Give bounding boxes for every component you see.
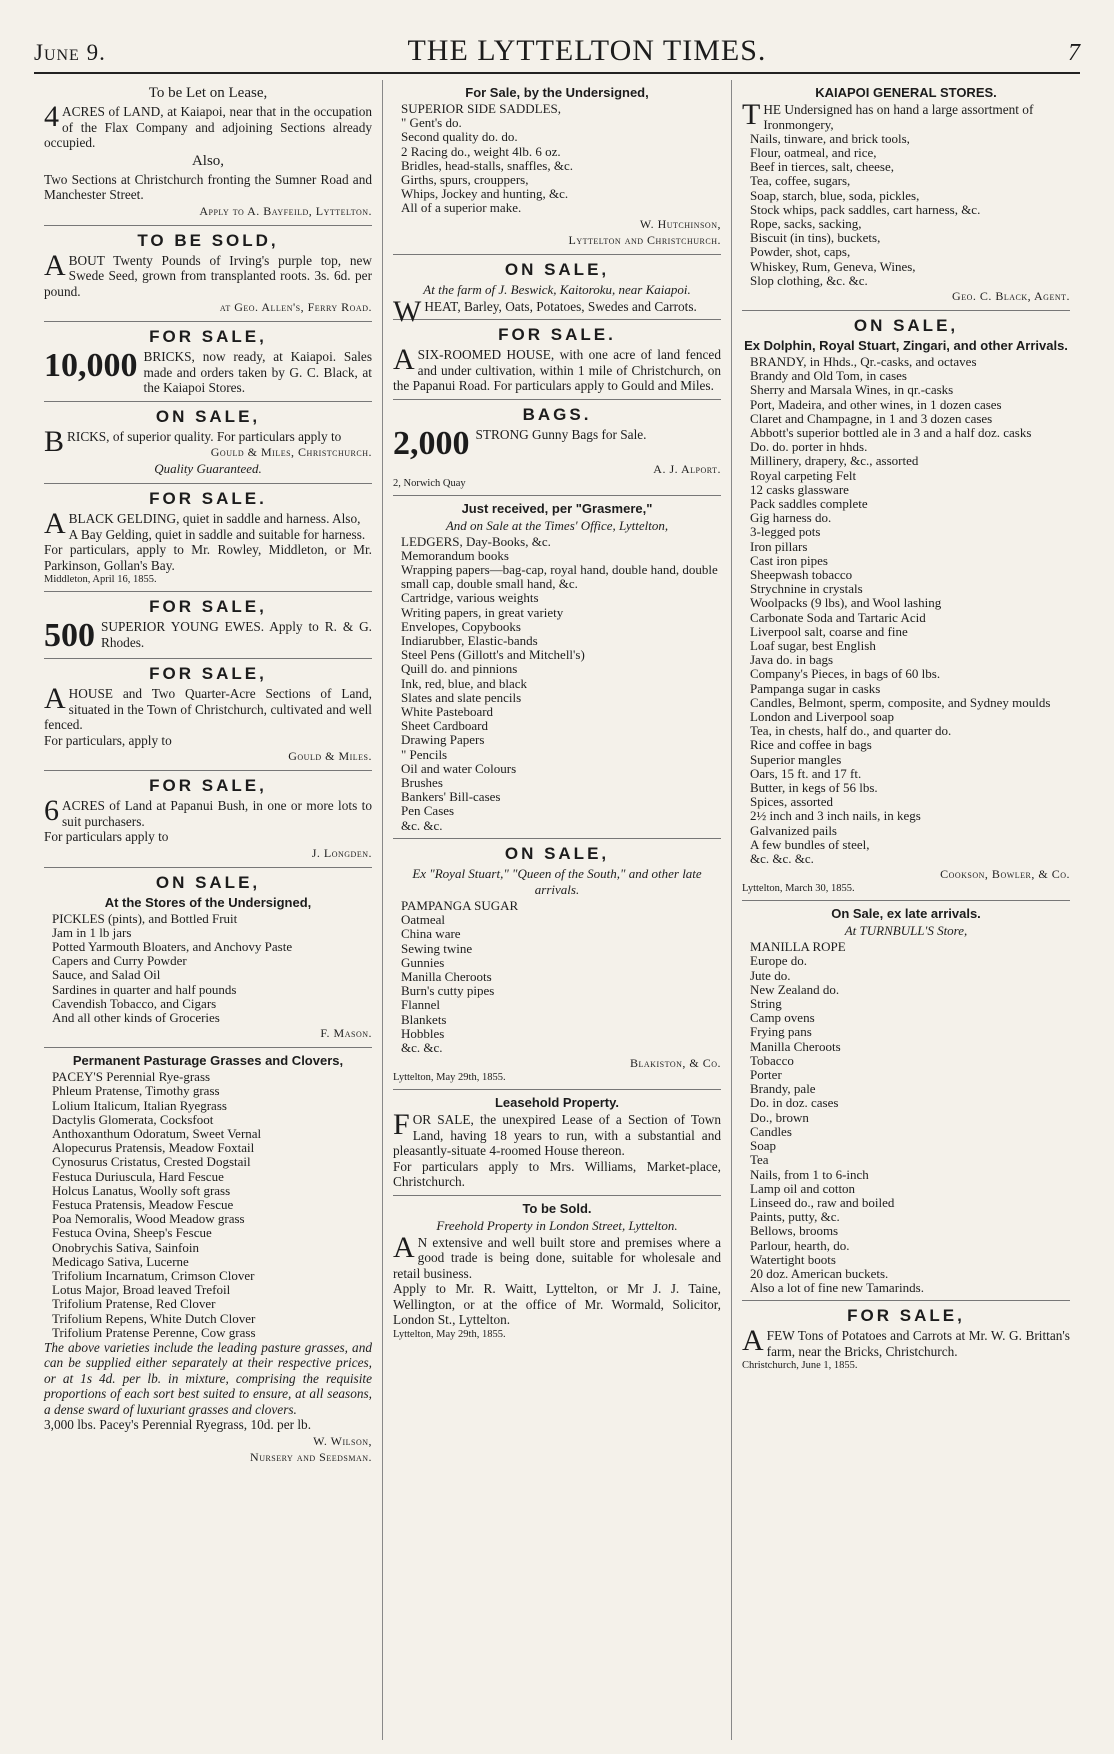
ad-signature: Lyttelton and Christchurch. [568, 232, 721, 247]
list-item: Java do. in bags [750, 652, 834, 668]
list-item: Brandy, pale [750, 1081, 816, 1097]
list-item: Porter [750, 1067, 782, 1083]
ad-heading: FOR SALE, [847, 1306, 965, 1326]
ad-body: WHEAT, Barley, Oats, Potatoes, Swedes and Carrots. [393, 294, 697, 328]
ad-signature: A. J. Alport. [653, 461, 721, 476]
ad-body: A Bay Gelding, quiet in saddle and suitable for harness. [68, 526, 366, 542]
list-item: Parlour, hearth, do. [750, 1237, 850, 1253]
ad-heading: On Sale, ex late arrivals. [831, 906, 981, 922]
list-item: Memorandum books [401, 547, 509, 563]
list-item: Dactylis Glomerata, Cocksfoot [52, 1111, 214, 1127]
ad-body: BRICKS, now ready, at Kaiapoi. Sales made and orders taken by G. C. Black, at the Kaiapoi Stores. [143, 349, 372, 395]
ad-grasmere [393, 496, 721, 839]
list-item: Jute do. [750, 967, 791, 983]
ad-heading: FOR SALE. [498, 325, 616, 345]
list-item: White Pasteboard [401, 704, 494, 720]
list-item: 12 casks glassware [750, 481, 849, 497]
list-item: MANILLA ROPE [750, 939, 846, 955]
list-item: Abbott's superior bottled ale in 3 and a half doz. casks [750, 424, 1032, 440]
ad-swede-seed [44, 226, 372, 323]
ad-signature: Nursery and Seedsman. [250, 1449, 372, 1464]
ad-subheading: And on Sale at the Times' Office, Lyttelton, [445, 517, 669, 533]
list-item: Envelopes, Copybooks [401, 618, 521, 634]
list-item: Brushes [401, 775, 443, 791]
list-item: Soap [750, 1138, 776, 1154]
ad-body: For particulars, apply to Mr. Rowley, Middleton, or Mr. Parkinson, Gollan's Bay. [44, 542, 372, 573]
list-item: Cast iron pipes [750, 552, 828, 568]
ad-subheading: Freehold Property in London Street, Lyttelton. [436, 1217, 678, 1233]
list-item: Poa Nemoralis, Wood Meadow grass [52, 1211, 245, 1227]
list-item: Burn's cutty pipes [401, 983, 495, 999]
list-item: Sheepwash tobacco [750, 566, 853, 582]
ad-heading: TO BE SOLD, [137, 230, 279, 250]
list-item: Sardines in quarter and half pounds [52, 981, 237, 997]
ad-body: ASIX-ROOMED HOUSE, with one acre of land fenced and under cultivation, within 1 mile of Christchurch, on the Papanui Road. For particulars apply to Gould and Miles. [393, 343, 721, 394]
ad-date: Middleton, April 16, 1855. [44, 574, 157, 585]
list-item: Hobbles [401, 1025, 445, 1041]
list-item: Tobacco [750, 1052, 794, 1068]
list-item: Ink, red, blue, and black [401, 675, 527, 691]
ad-gelding [44, 484, 372, 592]
list-item: &c. &c. [401, 817, 443, 833]
ad-signature: Geo. C. Black, Agent. [952, 288, 1070, 303]
list-item: Bridles, head-stalls, snaffles, &c. [401, 157, 573, 173]
ad-body: BRICKS, of superior quality. For particulars apply to [44, 424, 342, 458]
list-item: Lolium Italicum, Italian Ryegrass [52, 1097, 227, 1113]
list-item: Oars, 15 ft. and 17 ft. [750, 765, 862, 781]
issue-date: June 9. [34, 40, 106, 65]
list-item: Anthoxanthum Odoratum, Sweet Vernal [52, 1125, 262, 1141]
ad-heading: Leasehold Property. [494, 1095, 619, 1111]
list-item: Loaf sugar, best English [750, 638, 876, 653]
list-item: Second quality do. do. [401, 129, 518, 145]
list-item: Cavendish Tobacco, and Cigars [52, 995, 217, 1011]
list-item: Rope, sacks, sacking, [750, 215, 862, 231]
list-item: Carbonate Soda and Tartaric Acid [750, 609, 926, 625]
ad-potatoes [742, 1301, 1070, 1377]
ad-signature: W. Hutchinson, [639, 216, 721, 231]
ad-quantity: 2,000 [393, 424, 470, 462]
list-item: Liverpool salt, coarse and fine [750, 623, 908, 639]
ad-heading: To be Sold. [522, 1200, 592, 1216]
ad-heading: For Sale, by the Undersigned, [465, 85, 649, 100]
ad-body: 4ACRES of LAND, at Kaiapoi, near that in the occupation of the Flax Company and adjoining Sections already occupied. [44, 100, 372, 150]
ad-heading: FOR SALE, [149, 776, 267, 795]
list-item: PICKLES (pints), and Bottled Fruit [52, 910, 238, 926]
ad-heading: ON SALE, [504, 259, 610, 279]
list-item: Sheet Cardboard [401, 718, 489, 734]
page-number: 7 [1067, 40, 1080, 66]
ad-body: 3,000 lbs. Pacey's Perennial Ryegrass, 10d. per lb. [44, 1417, 312, 1433]
list-item: Quill do. and pinnions [401, 661, 518, 677]
item-list [742, 118, 1070, 288]
list-item: Camp ovens [750, 1010, 815, 1026]
list-item: Blankets [401, 1011, 447, 1027]
ad-bricks-kaiapoi [44, 322, 372, 402]
list-item: Frying pans [750, 1024, 812, 1040]
list-item: Wrapping papers—bag-cap, royal hand, double hand, double small cap, double small hand, &c. [401, 562, 718, 592]
list-item: Nails, tinware, and brick tools, [750, 130, 910, 146]
ad-subheading: Ex "Royal Stuart," "Queen of the South," and other late arrivals. [412, 865, 702, 897]
list-item: Trifolium Incarnatum, Crimson Clover [52, 1267, 255, 1283]
item-list [393, 102, 721, 216]
list-item: Sewing twine [401, 940, 473, 956]
column-2 [383, 80, 732, 1740]
ad-heading: ON SALE, [853, 315, 959, 335]
ad-body: For particulars apply to Mrs. Williams, Market-place, Christchurch. [393, 1158, 721, 1190]
list-item: Gig harness do. [750, 510, 832, 526]
ad-london-street [393, 1196, 721, 1346]
ad-heading: ON SALE, [504, 843, 610, 863]
ad-body: Apply to Mr. R. Waitt, Lyttelton, or Mr J. J. Taine, Wellington, or at the office of Mr. Wormald, Solicitor, London St., Lyttelton. [393, 1281, 721, 1328]
ad-heading: KAIAPOI GENERAL STORES. [815, 85, 997, 100]
list-item: Strychnine in crystals [750, 581, 863, 597]
list-item: Rice and coffee in bags [750, 737, 872, 753]
ad-turnbull [742, 901, 1070, 1301]
list-item: And all other kinds of Groceries [52, 1009, 220, 1025]
list-item: Brandy and Old Tom, in cases [750, 368, 907, 384]
ad-body: ABOUT Twenty Pounds of Irving's purple top, new Swede Seed, grown from transplanted roots. 3s. 6d. per pound. [44, 248, 372, 299]
ad-date: Lyttelton, March 30, 1855. [742, 883, 855, 895]
list-item: Linseed do., raw and boiled [750, 1194, 895, 1210]
ad-body: AFEW Tons of Potatoes and Carrots at Mr. W. G. Brittan's farm, near the Bricks, Christchurch. [742, 1324, 1070, 1359]
list-item: Soap, starch, blue, soda, pickles, [750, 187, 920, 203]
list-item: Manilla Cheroots [401, 968, 492, 984]
ad-house-christchurch [44, 659, 372, 771]
ad-signature: Blakiston, & Co. [630, 1056, 721, 1071]
list-item: Company's Pieces, in bags of 60 lbs. [750, 666, 941, 682]
list-item: Jam in 1 lb jars [52, 924, 132, 940]
ad-kaiapoi-stores [742, 80, 1070, 311]
list-item: Festuca Pratensis, Meadow Fescue [52, 1196, 234, 1212]
ad-bricks-gould [44, 402, 372, 485]
ad-body: FOR SALE, the unexpired Lease of a Section of Town Land, having 18 years to run, with a substantial and pleasantly-situate 4-roomed House thereon. [393, 1108, 721, 1159]
ad-heading: FOR SALE, [149, 597, 267, 616]
list-item: 20 doz. American buckets. [750, 1265, 889, 1281]
list-item: Royal carpeting Felt [750, 467, 857, 483]
ad-saddles [393, 80, 721, 255]
ad-body: Two Sections at Christchurch fronting the Sumner Road and Manchester Street. [44, 171, 372, 202]
list-item: Millinery, drapery, &c., assorted [750, 453, 919, 469]
list-item: Candles [750, 1123, 792, 1139]
list-item: Butter, in kegs of 56 lbs. [750, 780, 878, 796]
list-item: Gunnies [401, 954, 445, 970]
ad-six-roomed-house [393, 320, 721, 400]
list-item: London and Liverpool soap [750, 709, 895, 725]
ad-body: THE Undersigned has on hand a large assortment of [742, 98, 1034, 131]
ad-heading: ON SALE, [155, 872, 261, 892]
ad-ewes [44, 592, 372, 659]
item-list [393, 899, 721, 1055]
ad-signature: Cookson, Bowler, & Co. [940, 867, 1070, 882]
list-item: New Zealand do. [750, 981, 840, 997]
item-list [742, 355, 1070, 866]
ad-pickles [44, 868, 372, 1049]
ad-heading: FOR SALE. [149, 489, 267, 508]
ad-subheading: At the Stores of the Undersigned, [104, 894, 312, 910]
ad-quantity: 10,000 [44, 347, 138, 384]
list-item: Oatmeal [401, 912, 446, 928]
list-item: Writing papers, in great variety [401, 604, 564, 620]
list-item: Festuca Duriuscula, Hard Fescue [52, 1168, 224, 1184]
ad-acres-papanui [44, 771, 372, 868]
list-item: Trifolium Pratense Perenne, Cow grass [52, 1324, 256, 1340]
ad-signature: W. Wilson, [313, 1433, 372, 1448]
list-item: Claret and Champagne, in 1 and 3 dozen cases [750, 410, 993, 426]
ad-signature: F. Mason. [320, 1026, 372, 1041]
ad-body: ABLACK GELDING, quiet in saddle and harness. Also, [44, 507, 361, 540]
masthead [34, 34, 1080, 74]
column-3 [732, 80, 1080, 1740]
list-item: Woolpacks (9 lbs), and Wool lashing [750, 595, 942, 611]
ad-body: 6ACRES of Land at Papanui Bush, in one or more lots to suit purchasers. [44, 794, 372, 829]
ad-heading: FOR SALE, [149, 664, 267, 683]
list-item: Slates and slate pencils [401, 689, 522, 705]
ad-dolphin [742, 311, 1070, 901]
ad-body: SUPERIOR YOUNG EWES. Apply to R. & G. Rhodes. [101, 619, 372, 650]
ad-body: AHOUSE and Two Quarter-Acre Sections of Land, situated in the Town of Christchurch, cultivated and well fenced. [44, 682, 372, 732]
list-item: Also a lot of fine new Tamarinds. [750, 1280, 924, 1296]
list-item: Medicago Sativa, Lucerne [52, 1253, 189, 1269]
list-item: Phleum Pratense, Timothy grass [52, 1083, 220, 1099]
list-item: Tea, in chests, half do., and quarter do. [750, 723, 952, 739]
ad-heading: To be Let on Lease, [148, 85, 268, 101]
list-item: Sauce, and Salad Oil [52, 967, 161, 983]
list-item: Lamp oil and cotton [750, 1180, 856, 1196]
list-item: Pack saddles complete [750, 495, 868, 511]
list-item: Onobrychis Sativa, Sainfoin [52, 1239, 199, 1255]
list-item: Biscuit (in tins), buckets, [750, 230, 881, 246]
list-item: 2½ inch and 3 inch nails, in kegs [750, 808, 921, 824]
list-item: LEDGERS, Day-Books, &c. [401, 533, 551, 549]
list-item: Steel Pens (Gillott's and Mitchell's) [401, 647, 585, 663]
list-item: All of a superior make. [401, 200, 522, 216]
ad-body: The above varieties include the leading pasture grasses, and can be supplied either separately at their respective prices, or at 1s 4d. per lb. in mixture, comprising the requisite proportions of each sort best suited to ensure, at all seasons, a dense sward of luxuriant grasses and clovers. [44, 1339, 372, 1417]
list-item: Beef in tierces, salt, cheese, [750, 159, 895, 175]
ad-body: For particulars apply to [44, 829, 169, 844]
list-item: Tea [750, 1152, 769, 1168]
ad-body: STRONG Gunny Bags for Sale. [475, 426, 647, 442]
ad-wheat [393, 255, 721, 328]
item-list [44, 912, 372, 1026]
list-item: Drawing Papers [401, 732, 485, 748]
list-item: Do. do. porter in hhds. [750, 439, 868, 455]
list-item: Powder, shot, caps, [750, 244, 851, 260]
list-item: Stock whips, pack saddles, cart harness, &c. [750, 201, 981, 217]
ad-body: AN extensive and well built store and premises where a good trade is being done, suitable for wholesale and retail business. [393, 1230, 721, 1281]
list-item: &c. &c. &c. [750, 851, 814, 867]
list-item: Whips, Jockey and hunting, &c. [401, 186, 569, 202]
ad-heading: Permanent Pasturage Grasses and Clovers, [72, 1053, 344, 1069]
list-item: 2 Racing do., weight 4lb. 6 oz. [401, 143, 561, 159]
column-1 [34, 80, 383, 1740]
ad-address: 2, Norwich Quay [393, 477, 466, 489]
list-item: Girths, spurs, crouppers, [401, 172, 529, 188]
list-item: " Gent's do. [401, 115, 462, 131]
list-item: &c. &c. [401, 1039, 443, 1055]
ad-heading: FOR SALE, [149, 327, 267, 346]
ad-signature: Gould & Miles. [288, 749, 372, 763]
list-item: Festuca Ovina, Sheep's Fescue [52, 1225, 212, 1241]
list-item: SUPERIOR SIDE SADDLES, [401, 101, 561, 116]
list-item: Potted Yarmouth Bloaters, and Anchovy Paste [52, 938, 293, 954]
list-item: Bellows, brooms [750, 1223, 839, 1239]
list-item: Whiskey, Rum, Geneva, Wines, [750, 258, 916, 274]
list-item: Trifolium Repens, White Dutch Clover [52, 1310, 256, 1326]
list-item: Europe do. [750, 953, 808, 969]
ad-signature: at Geo. Allen's, Ferry Road. [219, 300, 372, 314]
ad-subheading: Ex Dolphin, Royal Stuart, Zingari, and other Arrivals. [744, 337, 1068, 353]
ad-date: Lyttelton, May 29th, 1855. [393, 1072, 506, 1084]
ad-signature: J. Longden. [311, 845, 372, 860]
item-list [44, 1070, 372, 1340]
list-item: String [750, 996, 782, 1012]
ad-heading: ON SALE, [155, 406, 261, 426]
item-list [742, 940, 1070, 1295]
ad-body: Also, [191, 152, 225, 169]
list-item: Cartridge, various weights [401, 590, 539, 606]
ad-pampanga [393, 839, 721, 1090]
list-item: Iron pillars [750, 538, 808, 554]
list-item: Port, Madeira, and other wines, in 1 dozen cases [750, 396, 1002, 412]
list-item: Alopecurus Pratensis, Meadow Foxtail [52, 1140, 255, 1156]
list-item: Galvanized pails [750, 822, 837, 838]
item-list [393, 535, 721, 833]
list-item: Watertight boots [750, 1251, 836, 1267]
list-item: " Pencils [401, 746, 448, 762]
list-item: Lotus Major, Broad leaved Trefoil [52, 1282, 231, 1298]
list-item: Manilla Cheroots [750, 1038, 841, 1054]
ad-quantity: 500 [44, 617, 95, 654]
list-item: Trifolium Pratense, Red Clover [52, 1296, 216, 1312]
list-item: Bankers' Bill-cases [401, 789, 501, 805]
list-item: Cynosurus Cristatus, Crested Dogstail [52, 1154, 251, 1170]
list-item: Do. in doz. cases [750, 1095, 839, 1111]
list-item: A few bundles of steel, [750, 836, 870, 852]
list-item: Slop clothing, &c. &c. [750, 272, 868, 288]
list-item: Sherry and Marsala Wines, in qr.-casks [750, 382, 954, 398]
ad-signature: Apply to A. Bayfeild, Lyttelton. [199, 203, 372, 218]
ad-lease [44, 80, 372, 226]
ad-leasehold [393, 1090, 721, 1196]
list-item: Oil and water Colours [401, 760, 517, 776]
list-item: Superior mangles [750, 751, 842, 767]
list-item: Tea, coffee, sugars, [750, 173, 851, 189]
list-item: Flannel [401, 997, 440, 1013]
list-item: PACEY'S Perennial Rye-grass [52, 1069, 211, 1085]
list-item: Pen Cases [401, 803, 455, 819]
list-item: BRANDY, in Hhds., Qr.-casks, and octaves [750, 353, 977, 369]
list-item: Do., brown [750, 1109, 809, 1125]
ad-grasses [44, 1048, 372, 1471]
list-item: Paints, putty, &c. [750, 1209, 840, 1225]
list-item: Flour, oatmeal, and rice, [750, 144, 877, 160]
ad-heading: BAGS. [522, 404, 592, 424]
newspaper-title: THE LYTTELTON TIMES. [407, 34, 767, 67]
list-item: PAMPANGA SUGAR [401, 897, 519, 913]
list-item: Holcus Lanatus, Woolly soft grass [52, 1182, 231, 1198]
list-item: Ironmongery, [763, 116, 834, 132]
list-item: Capers and Curry Powder [52, 953, 187, 969]
list-item: Spices, assorted [750, 794, 834, 810]
ad-subheading: At the farm of J. Beswick, Kaitoroku, near Kaiapoi. [423, 281, 691, 297]
ad-date: Lyttelton, May 29th, 1855. [393, 1328, 506, 1340]
ad-note: Quality Guaranteed. [154, 461, 262, 476]
list-item: Indiarubber, Elastic-bands [401, 633, 538, 649]
ad-signature: Gould & Miles, Christchurch. [210, 445, 372, 459]
list-item: Candles, Belmont, sperm, composite, and Sydney moulds [750, 694, 1051, 710]
ad-date: Christchurch, June 1, 1855. [742, 1360, 858, 1372]
list-item: 3-legged pots [750, 524, 821, 540]
ad-bags [393, 400, 721, 496]
ad-heading: Just received, per "Grasmere," [461, 500, 653, 516]
list-item: Pampanga sugar in casks [750, 680, 881, 696]
list-item: China ware [401, 926, 461, 942]
columns [34, 80, 1080, 1740]
ad-subheading: At TURNBULL'S Store, [844, 923, 968, 939]
list-item: Nails, from 1 to 6-inch [750, 1166, 869, 1182]
ad-body: For particulars, apply to [44, 732, 172, 748]
